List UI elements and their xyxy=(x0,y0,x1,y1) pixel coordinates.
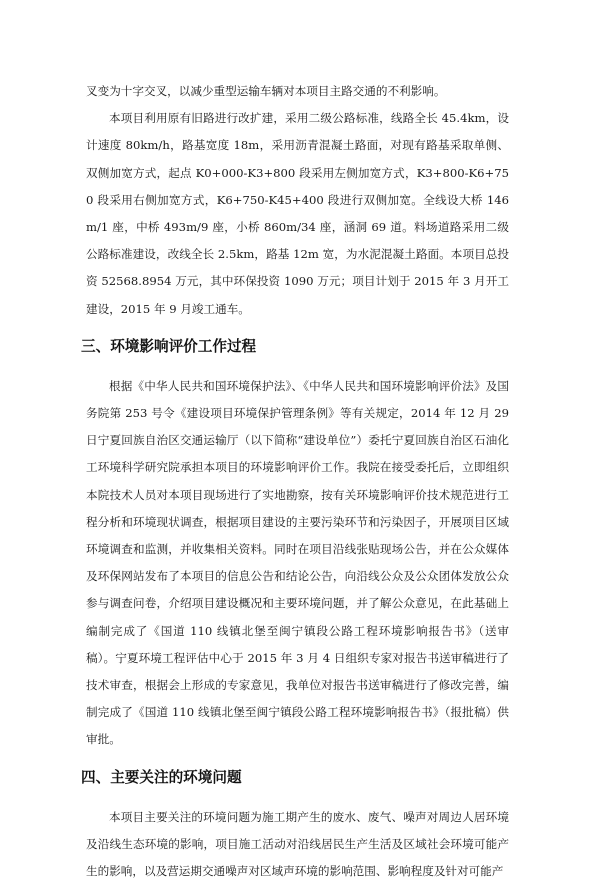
paragraph-eia-process: 根据《中华人民共和国环境保护法》、《中华人民共和国环境影响评价法》及国务院第 253 号令《建设项目环境保护管理条例》等有关规定，2014 年 12 月 29 日宁夏回族自治区交通运输厅（以下简称“建设单位”）委托宁夏回族自治区石油化工环境科学研究院承担本项目的环境影响评价工作。我院在接受委托后，立即组织本院技术人员对本项目现场进行了实地勘察，按有关环境影响评价技术规范进行工程分析和环境现状调查，根据项目建设的主要污染环节和污染因子，开展项目区域环境调查和监测，并收集相关资料。同时在项目沿线张贴现场公告，并在公众媒体及环保网站发布了本项目的信息公告和结论公告，向沿线公众及公众团体发放公众参与调查问卷，介绍项目建设概况和主要环境问题，并了解公众意见，在此基础上编制完成了《国道 110 线镇北堡至闽宁镇段公路工程环境影响报告书》（送审稿）。宁夏环境工程评估中心于 2015 年 3 月 4 日组织专家对报告书送审稿进行了技术审查，根据会上形成的专家意见，我单位对报告书送审稿进行了修改完善，编制完成了《国道 110 线镇北堡至闽宁镇段公路工程环境影响报告书》（报批稿）供审批。 xyxy=(86,378,509,747)
section-heading-4: 四、主要关注的环境问题 xyxy=(81,768,242,786)
paragraph-environmental-issues: 本项目主要关注的环境问题为施工期产生的废水、废气、噪声对周边人居环境及沿线生态环境的影响，项目施工活动对沿线居民生产生活及区域社会环境可能产生的影响，以及营运期交通噪声对区域声环境的影响范围、影响程度及针对可能产 xyxy=(86,809,509,879)
section-heading-3: 三、环境影响评价工作过程 xyxy=(81,337,257,355)
paragraph-continuation: 叉变为十字交叉，以减少重型运输车辆对本项目主路交通的不利影响。 xyxy=(86,84,446,98)
paragraph-project-overview: 本项目利用原有旧路进行改扩建，采用二级公路标准，线路全长 45.4km，设计速度 80km/h，路基宽度 18m，采用沥青混凝土路面，对现有路基采取单侧、双侧加宽方式，起点 K0+000-K3+800 段采用左侧加宽方式，K3+800-K6+750 段采用右侧加宽方式，K6+750-K45+400 段进行双侧加宽。全线设大桥 146m/1 座，中桥 493m/9 座，小桥 860m/34 座，涵洞 69 道。料场道路采用二级公路标准建设，改线全长 2.5km，路基 12m 宽，为水泥混凝土路面。本项目总投资 52568.8954 万元，其中环保投资 1090 万元；项目计划于 2015 年 3 月开工建设，2015 年 9 月竣工通车。 xyxy=(86,111,509,316)
